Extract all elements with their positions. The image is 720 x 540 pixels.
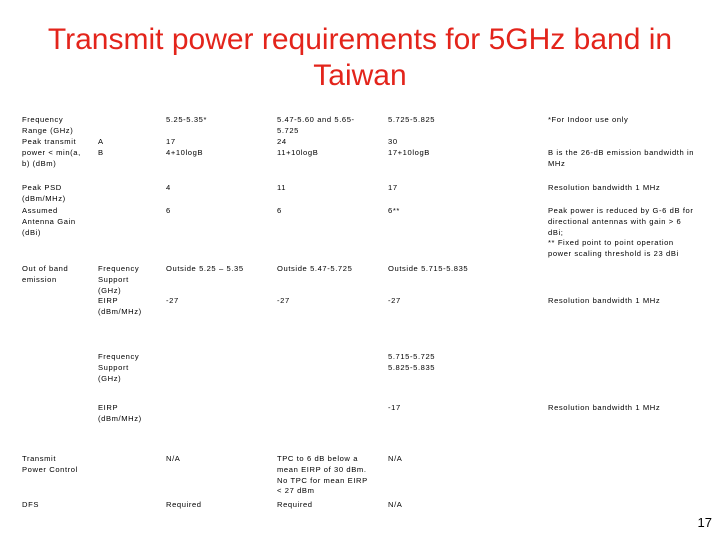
table-cell-peak-psd-c2: 4 <box>166 183 171 192</box>
table-cell-oob-1-c2: Outside 5.25 – 5.35 <box>166 264 244 273</box>
table-cell-oob-eirp-1-c1: EIRP (dBm/MHz) <box>98 296 142 316</box>
table-cell-peak-tx-power-c5: B is the 26-dB emission bandwidth in MHz <box>548 147 695 168</box>
table-cell-peak-tx-power-c0: Peak transmit power < min(a, b) (dBm) <box>22 137 81 168</box>
table-cell-dfs-c0: DFS <box>22 500 39 509</box>
requirements-table <box>18 112 716 515</box>
table-cell-freq-range-c4: 5.725-5.825 <box>388 115 436 124</box>
table-cell-peak-psd-c0: Peak PSD (dBm/MHz) <box>22 183 66 203</box>
table-cell-peak-psd-c5: Resolution bandwidth 1 MHz <box>548 183 661 192</box>
table-cell-oob-eirp-2-c4: -17 <box>388 403 401 412</box>
table-cell-oob-1-c4: Outside 5.715-5.835 <box>388 264 469 273</box>
table-cell-oob-eirp-1-c2: -27 <box>166 296 179 305</box>
table-cell-peak-tx-power-c4: 30 17+10logB <box>388 137 430 157</box>
table-cell-freq-range-c0: Frequency Range (GHz) <box>22 115 74 135</box>
table-cell-freq-range-c2: 5.25-5.35* <box>166 115 208 124</box>
table-cell-antenna-gain-c3: 6 <box>277 206 282 215</box>
table-cell-dfs-c4: N/A <box>388 500 403 509</box>
table-cell-oob-eirp-2-c5: Resolution bandwidth 1 MHz <box>548 403 661 412</box>
table-cell-oob-1-c1: Frequency Support (GHz) <box>98 264 140 295</box>
slide-title: Transmit power requirements for 5GHz band in Taiwan <box>47 23 673 92</box>
table-cell-tpc-c3: TPC to 6 dB below a mean EIRP of 30 dBm. No TPC for mean EIRP < 27 dBm <box>277 454 368 496</box>
table-cell-dfs-c2: Required <box>166 500 202 509</box>
page-number: 17 <box>697 515 712 530</box>
table-cell-antenna-gain-c4: 6** <box>388 206 400 215</box>
table-cell-antenna-gain-c0: Assumed Antenna Gain (dBi) <box>22 206 76 237</box>
table-cell-peak-tx-power-c3: 24 11+10logB <box>277 137 319 157</box>
table-cell-peak-psd-c3: 11 <box>277 183 287 192</box>
table-cell-freq-range-c3: 5.47-5.60 and 5.65- 5.725 <box>277 115 355 135</box>
table-cell-peak-tx-power-c2: 17 4+10logB <box>166 137 204 157</box>
table-cell-oob-1-c3: Outside 5.47-5.725 <box>277 264 353 273</box>
table-cell-oob-eirp-1-c5: Resolution bandwidth 1 MHz <box>548 296 661 305</box>
table-cell-tpc-c2: N/A <box>166 454 181 463</box>
table-cell-tpc-c0: Transmit Power Control <box>22 454 78 474</box>
table-cell-oob-1-c0: Out of band emission <box>22 264 69 284</box>
table-cell-peak-psd-c4: 17 <box>388 183 398 192</box>
table-cell-dfs-c3: Required <box>277 500 313 509</box>
table-cell-freq-range-c5: *For Indoor use only <box>548 115 629 124</box>
table-cell-oob-eirp-1-c3: -27 <box>277 296 290 305</box>
table-cell-antenna-gain-c5: Peak power is reduced by G-6 dB for directional antennas with gain > 6 dBi; ** Fixed point to point operation power scaling threshold is 23 dBi <box>548 206 694 259</box>
table-cell-peak-tx-power-c1: A B <box>98 137 104 157</box>
table-cell-oob-2-c1: Frequency Support (GHz) <box>98 352 140 383</box>
table-cell-oob-eirp-2-c1: EIRP (dBm/MHz) <box>98 403 142 423</box>
table-cell-tpc-c4: N/A <box>388 454 403 463</box>
table-cell-oob-eirp-1-c4: -27 <box>388 296 401 305</box>
table-cell-antenna-gain-c2: 6 <box>166 206 171 215</box>
table-cell-oob-2-c4: 5.715-5.725 5.825-5.835 <box>388 352 436 372</box>
